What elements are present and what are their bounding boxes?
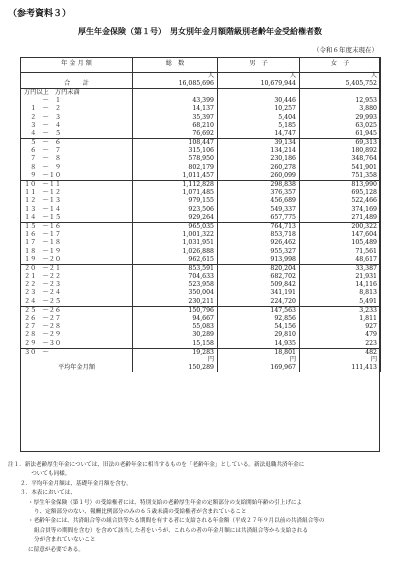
table-row — [21, 147, 381, 155]
note-line: り、定額部分のない、報酬比例部分のみの６５歳未満の受給権者が含まれていること — [34, 509, 247, 516]
table-row — [21, 281, 381, 289]
male-value: 147,563 — [218, 306, 300, 315]
range-label: １８ ～１９ — [21, 248, 133, 256]
footnotes — [8, 461, 393, 555]
female-value: 14,116 — [300, 281, 381, 289]
total-value: 979,155 — [133, 197, 218, 205]
total-value: 350,004 — [133, 290, 218, 298]
average-row — [21, 364, 381, 372]
female-value: 3,233 — [300, 306, 381, 315]
total-value: 16,085,696 — [133, 80, 218, 89]
male-value: 30,446 — [218, 97, 300, 105]
female-value: 61,945 — [300, 130, 381, 139]
range-label: ２ ～ ３ — [21, 114, 133, 122]
table-row — [21, 239, 381, 247]
table-row — [21, 122, 381, 130]
female-value: 223 — [300, 340, 381, 349]
male-value: 29,810 — [218, 331, 300, 339]
range-label: ８ ～ ９ — [21, 164, 133, 172]
total-value: 19,283 — [133, 348, 218, 357]
female-value: 71,561 — [300, 248, 381, 256]
total-value: 1,031,951 — [133, 239, 218, 247]
total-row — [21, 80, 381, 89]
range-label: １６ ～１７ — [21, 231, 133, 239]
male-value: 764,713 — [218, 223, 300, 232]
table-row — [21, 340, 381, 349]
total-value: 94,667 — [133, 315, 218, 323]
range-label: １５ ～１６ — [21, 223, 133, 232]
female-value: 1,811 — [300, 315, 381, 323]
total-value: 578,950 — [133, 156, 218, 164]
header-female: 女 子 — [300, 57, 381, 73]
range-label: ２５ ～２６ — [21, 306, 133, 315]
total-value: 1,071,485 — [133, 189, 218, 197]
female-value: 12,953 — [300, 97, 381, 105]
table-row — [21, 214, 381, 223]
female-value: 522,466 — [300, 197, 381, 205]
average-total: 150,289 — [133, 364, 218, 372]
sub-header-row — [21, 89, 381, 98]
range-label: ２０ ～２１ — [21, 264, 133, 273]
male-value: 509,842 — [218, 281, 300, 289]
table-row — [21, 273, 381, 281]
range-label: ２３ ～２４ — [21, 290, 133, 298]
table-row — [21, 172, 381, 181]
male-value: 926,462 — [218, 239, 300, 247]
female-value: 105,489 — [300, 239, 381, 247]
range-label: ２１ ～２２ — [21, 273, 133, 281]
female-value: 8,813 — [300, 290, 381, 298]
total-value: 315,106 — [133, 147, 218, 155]
male-value: 298,838 — [218, 181, 300, 190]
average-male: 169,967 — [218, 364, 300, 372]
male-value: 820,204 — [218, 264, 300, 273]
total-value: 1,001,322 — [133, 231, 218, 239]
note-line: ついても同様。 — [20, 471, 71, 478]
table-row — [21, 348, 381, 357]
female-value: 695,128 — [300, 189, 381, 197]
yen-unit-row — [21, 357, 381, 364]
total-label: 合 計 — [21, 80, 133, 89]
table-row — [21, 231, 381, 239]
average-female: 111,413 — [300, 364, 381, 372]
male-value: 134,214 — [218, 147, 300, 155]
range-label: １４ ～１５ — [21, 214, 133, 223]
female-value: 200,322 — [300, 223, 381, 232]
female-value: 5,491 — [300, 298, 381, 307]
male-value: 14,747 — [218, 130, 300, 139]
table-row — [21, 206, 381, 214]
table-row — [21, 264, 381, 273]
female-value: 21,931 — [300, 273, 381, 281]
male-value: 18,801 — [218, 348, 300, 357]
female-value: 479 — [300, 331, 381, 339]
male-value: 14,935 — [218, 340, 300, 349]
note-line: に留意が必要である。 — [28, 546, 84, 553]
total-value: 523,958 — [133, 281, 218, 289]
female-value: 751,358 — [300, 172, 381, 181]
female-value: 147,604 — [300, 231, 381, 239]
male-value: 657,775 — [218, 214, 300, 223]
female-value: 69,313 — [300, 139, 381, 148]
total-value: 14,137 — [133, 105, 218, 113]
as-of-date: （令和６年度末現在） — [313, 46, 378, 54]
total-value: 929,264 — [133, 214, 218, 223]
total-male: 10,679,944 — [218, 80, 300, 89]
total-value: 35,397 — [133, 114, 218, 122]
female-value: 48,617 — [300, 256, 381, 265]
range-label: ２６ ～２７ — [21, 315, 133, 323]
total-value: 55,083 — [133, 323, 218, 331]
female-value: 482 — [300, 348, 381, 357]
female-value: 374,169 — [300, 206, 381, 214]
male-value: 54,156 — [218, 323, 300, 331]
table-row — [21, 323, 381, 331]
female-value: 541,901 — [300, 164, 381, 172]
total-value: 30,289 — [133, 331, 218, 339]
table-row — [21, 248, 381, 256]
female-value: 927 — [300, 323, 381, 331]
male-value: 230,186 — [218, 156, 300, 164]
header-male: 男 子 — [218, 57, 300, 73]
male-value: 853,718 — [218, 231, 300, 239]
header-total: 総 数 — [133, 57, 218, 73]
range-label: ２７ ～２８ — [21, 323, 133, 331]
range-label: ６ ～ ７ — [21, 147, 133, 155]
table-row — [21, 156, 381, 164]
table-header-row — [21, 57, 381, 73]
unit-label: 人 — [218, 73, 300, 81]
note-line: ３．本表においては、 — [20, 490, 76, 497]
male-value: 92,856 — [218, 315, 300, 323]
range-label: １ ～ ２ — [21, 105, 133, 113]
female-value: 33,387 — [300, 264, 381, 273]
total-female: 5,405,752 — [300, 80, 381, 89]
total-value: 802,179 — [133, 164, 218, 172]
total-value: 76,692 — [133, 130, 218, 139]
unit-label: 円 — [300, 357, 381, 364]
range-label: １９ ～２０ — [21, 256, 133, 265]
female-value: 63,025 — [300, 122, 381, 130]
range-label: １７ ～１８ — [21, 239, 133, 247]
male-value: 260,278 — [218, 164, 300, 172]
average-label: 平均年金月額 — [21, 364, 133, 372]
table-row — [21, 256, 381, 265]
range-label: ３０ ～ — [21, 348, 133, 357]
unit-label: 円 — [218, 357, 300, 364]
range-label: ５ ～ ６ — [21, 139, 133, 148]
range-label: ９ ～１０ — [21, 172, 133, 181]
table-row — [21, 298, 381, 307]
table-row — [21, 130, 381, 139]
reference-label: （参考資料３） — [8, 9, 72, 19]
range-label: ３ ～ ４ — [21, 122, 133, 130]
table-row — [21, 290, 381, 298]
note-line: ・厚生年金保険（第１号）の受給権者には、特別支給の老齢厚生年金の定額部分の支給開始年齢の引上げによ — [28, 499, 303, 506]
range-label: １２ ～１３ — [21, 197, 133, 205]
male-value: 39,134 — [218, 139, 300, 148]
range-label: ７ ～ ８ — [21, 156, 133, 164]
table-row — [21, 139, 381, 148]
range-label: ２２ ～２３ — [21, 281, 133, 289]
table-row — [21, 105, 381, 113]
female-value: 180,892 — [300, 147, 381, 155]
total-value: 704,633 — [133, 273, 218, 281]
total-value: 15,158 — [133, 340, 218, 349]
note-line: 注１．新法老齢厚生年金については、旧法の老齢年金に相当するものを「老齢年金」としている。新法退職共済年金に — [8, 462, 305, 468]
note-line: 分が含まれていないこと — [34, 537, 96, 544]
total-value: 965,035 — [133, 223, 218, 232]
pension-table — [20, 57, 381, 372]
male-value: 682,702 — [218, 273, 300, 281]
male-value: 260,099 — [218, 172, 300, 181]
unit-row — [21, 73, 381, 81]
total-value: 853,591 — [133, 264, 218, 273]
range-label: １３ ～１４ — [21, 206, 133, 214]
table-row — [21, 97, 381, 105]
female-value: 3,880 — [300, 105, 381, 113]
table-row — [21, 223, 381, 232]
range-label: ～ １ — [21, 97, 133, 105]
note-line: ・老齢年金には、共済組合等の組合員等たる期間を有する者に支給される年金額（平成２７年９月以前の共済組合等の — [28, 518, 325, 525]
male-value: 913,998 — [218, 256, 300, 265]
total-value: 68,210 — [133, 122, 218, 130]
total-value: 150,796 — [133, 306, 218, 315]
note-line: ２．平均年金月額は、基礎年金月額を含む。 — [20, 480, 132, 487]
table-row — [21, 114, 381, 122]
male-value: 955,327 — [218, 248, 300, 256]
male-value: 224,720 — [218, 298, 300, 307]
table-row — [21, 315, 381, 323]
total-value: 923,506 — [133, 206, 218, 214]
table-row — [21, 189, 381, 197]
total-value: 962,615 — [133, 256, 218, 265]
total-value: 1,026,888 — [133, 248, 218, 256]
page-title: 厚生年金保険（第１号） 男女別年金月額階級別老齢年金受給権者数 — [78, 27, 322, 36]
total-value: 43,399 — [133, 97, 218, 105]
total-value: 230,211 — [133, 298, 218, 307]
female-value: 271,489 — [300, 214, 381, 223]
unit-label: 円 — [133, 357, 218, 364]
table-row — [21, 306, 381, 315]
range-label: １１ ～１２ — [21, 189, 133, 197]
male-value: 341,191 — [218, 290, 300, 298]
female-value: 348,764 — [300, 156, 381, 164]
total-value: 1,011,457 — [133, 172, 218, 181]
table-row — [21, 164, 381, 172]
total-value: 108,447 — [133, 139, 218, 148]
range-label: ４ ～ ５ — [21, 130, 133, 139]
unit-label: 人 — [300, 73, 381, 81]
sub-header-label: 万円以上 万円未満 — [21, 89, 133, 98]
male-value: 5,185 — [218, 122, 300, 130]
note-line: 組合員等の期間を含む）を含めて該当した者をいうが、これらの者の年金月額には共済組合等から支給される — [34, 527, 309, 534]
range-label: ２４ ～２５ — [21, 298, 133, 307]
male-value: 549,337 — [218, 206, 300, 214]
female-value: 813,990 — [300, 181, 381, 190]
range-label: １０ ～１１ — [21, 181, 133, 190]
male-value: 5,404 — [218, 114, 300, 122]
table-row — [21, 181, 381, 190]
range-label: ２９ ～３０ — [21, 340, 133, 349]
male-value: 376,357 — [218, 189, 300, 197]
male-value: 456,689 — [218, 197, 300, 205]
range-label: ２８ ～２９ — [21, 331, 133, 339]
male-value: 10,257 — [218, 105, 300, 113]
header-range: 年 金 月 額 — [21, 57, 133, 73]
table-row — [21, 197, 381, 205]
unit-label: 人 — [133, 73, 218, 81]
table-row — [21, 331, 381, 339]
total-value: 1,112,828 — [133, 181, 218, 190]
female-value: 29,993 — [300, 114, 381, 122]
